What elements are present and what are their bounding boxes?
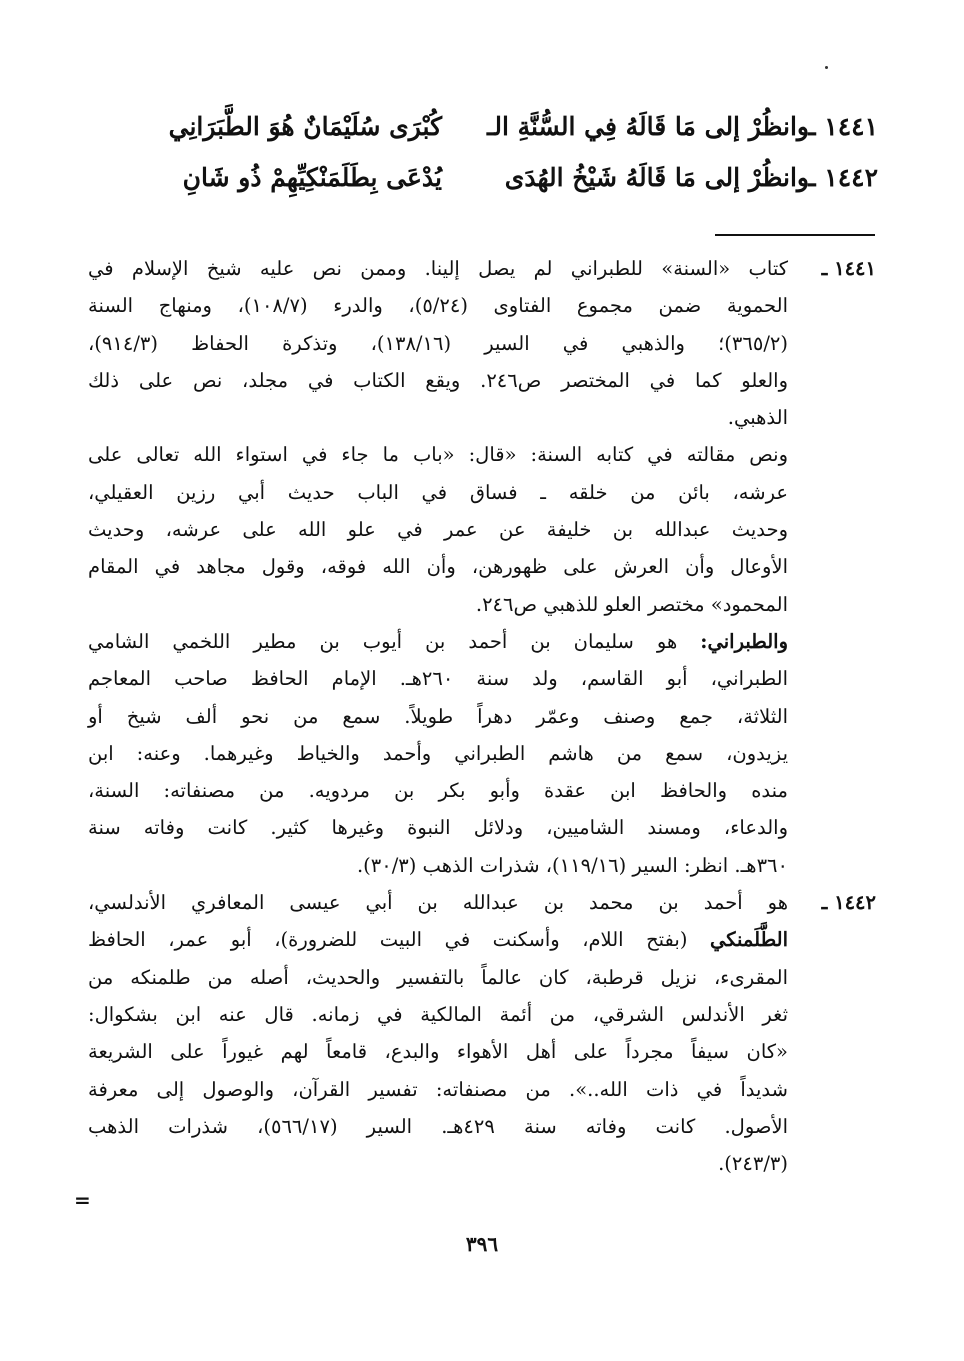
line-text: المحمود» مختصر العلو للذهبي ص٢٤٦.: [475, 592, 788, 616]
verse-hemistich-first: وانظُرْ إلى مَا قَالَهُ فِي السُّنَّةِ الـ: [487, 112, 809, 141]
text-line: [88, 325, 788, 362]
line-text: (بفتح اللام، وأسكنت في البيت للضرورة)، أبو عمر، الحافظ: [88, 928, 710, 952]
line-text: يزيدون، سمع من هاشم الطبراني وأحمد والخياط وغيرهما. وعنه: ابن: [88, 741, 788, 765]
text-line: [88, 1033, 788, 1070]
line-text: (٢٤٣/٣).: [718, 1152, 788, 1176]
footnote-number: ١٤٤٢ ـ: [821, 891, 876, 915]
verse-hemistich-second: يُدْعَى بِطَلَمَنْكِيِّهِمْ ذُو شَانِ: [182, 163, 442, 192]
text-line: [88, 698, 788, 735]
text-line: [88, 399, 788, 436]
text-line: [88, 996, 788, 1033]
text-line: [88, 772, 788, 809]
text-line: [88, 660, 788, 697]
text-line: [88, 511, 788, 548]
text-line: [88, 287, 788, 324]
verse-1441: [0, 112, 964, 152]
bold-term: الطَّلَمنكي: [710, 928, 788, 952]
text-line: [88, 959, 788, 996]
footnote-paragraph: [88, 250, 788, 436]
line-text: الأصول. كانت وفاته سنة ٤٢٩هـ. السير (٥٦٦/١٧)، شذرات الذهب: [88, 1114, 788, 1138]
text-line: [88, 436, 788, 473]
line-text: «كان سيفاً مجرداً على أهل الأهواء والبدع، قامعاً لهم غيوراً على الشريعة: [88, 1040, 788, 1064]
line-text: والعلو كما في المختصر ص٢٤٦. ويقع الكتاب في مجلد، نص على ذلك: [88, 368, 788, 392]
bold-term: والطبراني:: [700, 629, 788, 653]
line-text: شديداً في ذات الله..». من مصنفاته: تفسير القرآن، والوصول إلى معرفة: [88, 1077, 788, 1101]
line-text: الأوعال وأن العرش على ظهورهن، وأن الله فوقه، وقول مجاهد في المقام: [88, 555, 788, 579]
text-line: [88, 474, 788, 511]
text-line: [88, 548, 788, 585]
footnote: [88, 884, 876, 1182]
line-text: والدعاء، ومسند الشاميين، ودلائل النبوة وغيرها كثير. كانت وفاته سنة: [88, 816, 788, 840]
line-text: الذهبي.: [727, 406, 788, 430]
line-text: (٣٦٥/٢)؛ والذهبي في السير (١٣٨/١٦)، وتذكرة الحفاظ (٩١٤/٣)،: [88, 331, 788, 355]
line-text: عرشه، بائن من خلقه ـ فساق في الباب حديث أبي رزين العقيلي،: [88, 480, 788, 504]
verse-1442: [0, 163, 964, 203]
text-line: [88, 586, 788, 623]
text-line: [88, 1108, 788, 1145]
line-text: وحديث عبدالله بن خليفة عن عمر في علو الله على عرشه، وحديث: [88, 518, 788, 542]
line-text: الطبراني، أبو القاسم، ولد سنة ٢٦٠هـ. الإمام الحافظ صاحب المعاجم: [88, 667, 788, 691]
line-text: منده والحافظ ابن عقدة وأبو بكر بن مردويه. من مصنفاته: السنة،: [88, 779, 788, 803]
text-line: [88, 250, 788, 287]
verse-number: ١٤٤٢ ـ: [808, 163, 878, 192]
verse-hemistich-second: كُبْرَى سُلَيْمَانٌ هُوَ الطَّبَرَانِي: [168, 112, 442, 141]
text-line: [88, 921, 788, 958]
line-text: المقرىء، نزيل قرطبة، كان عالماً بالتفسير والحديث، أصله من طلمنكه من: [88, 965, 788, 989]
line-text: ونص مقالته في كتابه السنة: «قال: «باب ما جاء في استواء الله تعالى على: [88, 443, 788, 467]
line-text: هو سليمان بن أحمد بن أيوب بن مطير اللخمي الشامي: [88, 629, 701, 653]
line-text: ٣٦٠هـ. انظر: السير (١١٩/١٦)، شذرات الذهب (٣٠/٣).: [356, 853, 788, 877]
text-line: [88, 735, 788, 772]
text-line: [88, 623, 788, 660]
line-text: الثلاثة، جمع وصنف وعمّر دهراً طويلاً. سمع من نحو ألف شيخ أو: [88, 704, 788, 728]
verse-hemistich-first: وانظُرْ إلى مَا قَالَهُ شَيْخُ الهُدَى: [504, 163, 809, 192]
footnote-paragraph: [88, 436, 788, 622]
line-text: الحموية ضمن مجموع الفتاوى (٥/٢٤)، والدرء (١٠٨/٧)، ومنهاج السنة: [88, 294, 788, 318]
speck-mark: [825, 66, 828, 69]
text-line: [88, 1071, 788, 1108]
text-line: [88, 884, 788, 921]
footnote-number: ١٤٤١ ـ: [821, 257, 876, 280]
continuation-mark: =: [74, 1188, 91, 1212]
footnote: [88, 250, 876, 884]
footnote-paragraph: [88, 884, 788, 1182]
page-number: ٣٩٦: [465, 1232, 499, 1256]
text-line: [88, 847, 788, 884]
text-line: [88, 809, 788, 846]
footnote-paragraph: [88, 623, 788, 884]
line-text: ثغر الأندلس الشرقي، من أئمة المالكية في زمانه. قال عنه ابن بشكوال:: [88, 1002, 788, 1026]
verse-number: ١٤٤١ ـ: [808, 112, 878, 141]
line-text: كتاب «السنة» للطبراني لم يصل إلينا. وممن نص عليه شيخ الإسلام في: [88, 257, 788, 280]
text-line: [88, 1145, 788, 1182]
footnotes: [88, 250, 876, 1182]
text-line: [88, 362, 788, 399]
line-text: هو أحمد بن محمد بن عبدالله بن أبي عيسى المعافري الأندلسي،: [88, 891, 788, 915]
footnote-separator: [715, 234, 875, 236]
